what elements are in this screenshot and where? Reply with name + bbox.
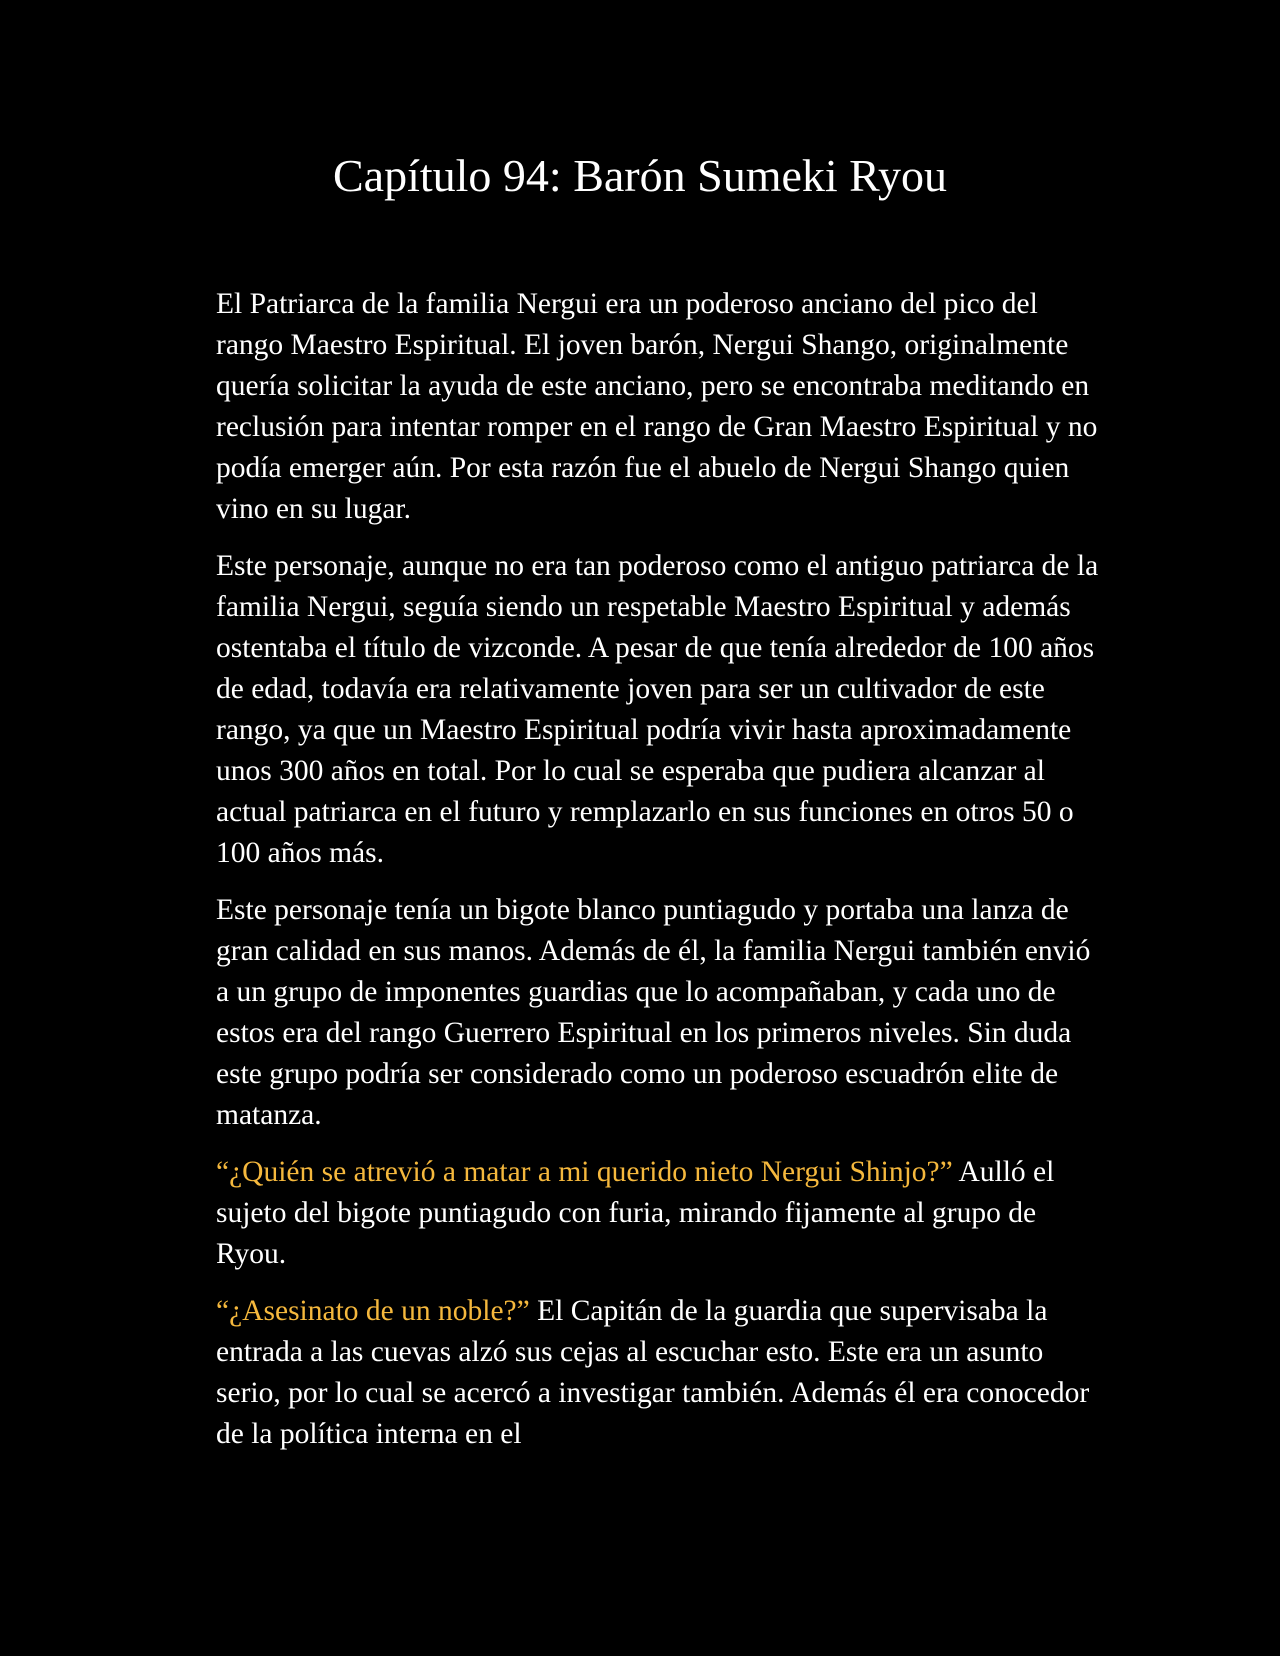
dialogue-quote: “¿Asesinato de un noble?” xyxy=(216,1295,530,1327)
paragraph-3 xyxy=(216,890,1106,1136)
paragraph-text: Este personaje tenía un bigote blanco puntiagudo y portaba una lanza de gran calidad en sus manos. Además de él, la familia Nergui también envió a un grupo de imponentes guardias que lo acompañaban, y cada uno de estos era del rango Guerrero Espiritual en los primeros niveles. Sin duda este grupo podría ser considerado como un poderoso escuadrón elite de matanza. xyxy=(216,894,1091,1131)
paragraph-text: Aulló el sujeto del bigote puntiagudo con furia, mirando fijamente al grupo de Ryou. xyxy=(216,1156,1055,1270)
dialogue-quote: “¿Quién se atrevió a matar a mi querido nieto Nergui Shinjo?” xyxy=(216,1156,953,1188)
paragraph-5 xyxy=(216,1291,1106,1455)
paragraph-text: El Patriarca de la familia Nergui era un poderoso anciano del pico del rango Maestro Espiritual. El joven barón, Nergui Shango, originalmente quería solicitar la ayuda de este anciano, pero se encontraba meditando en reclusión para intentar romper en el rango de Gran Maestro Espiritual y no podía emerger aún. Por esta razón fue el abuelo de Nergui Shango quien vino en su lugar. xyxy=(216,288,1098,525)
chapter-title: Capítulo 94: Barón Sumeki Ryou xyxy=(332,150,948,201)
paragraph-text: Este personaje, aunque no era tan poderoso como el antiguo patriarca de la familia Nergui, seguía siendo un respetable Maestro Espiritual y además ostentaba el título de vizconde. A pesar de que tenía alrededor de 100 años de edad, todavía era relativamente joven para ser un cultivador de este rango, ya que un Maestro Espiritual podría vivir hasta aproximadamente unos 300 años en total. Por lo cual se esperaba que pudiera alcanzar al actual patriarca en el futuro y remplazarlo en sus funciones en otros 50 o 100 años más. xyxy=(216,550,1099,869)
paragraph-4 xyxy=(216,1152,1106,1275)
paragraph-1 xyxy=(216,284,1106,530)
paragraph-2 xyxy=(216,546,1106,874)
paragraph-text: El Capitán de la guardia que supervisaba la entrada a las cuevas alzó sus cejas al escuchar esto. Este era un asunto serio, por lo cual se acercó a investigar también. Además él era conocedor de la política interna en el xyxy=(216,1295,1090,1450)
chapter-body xyxy=(216,284,1106,1471)
